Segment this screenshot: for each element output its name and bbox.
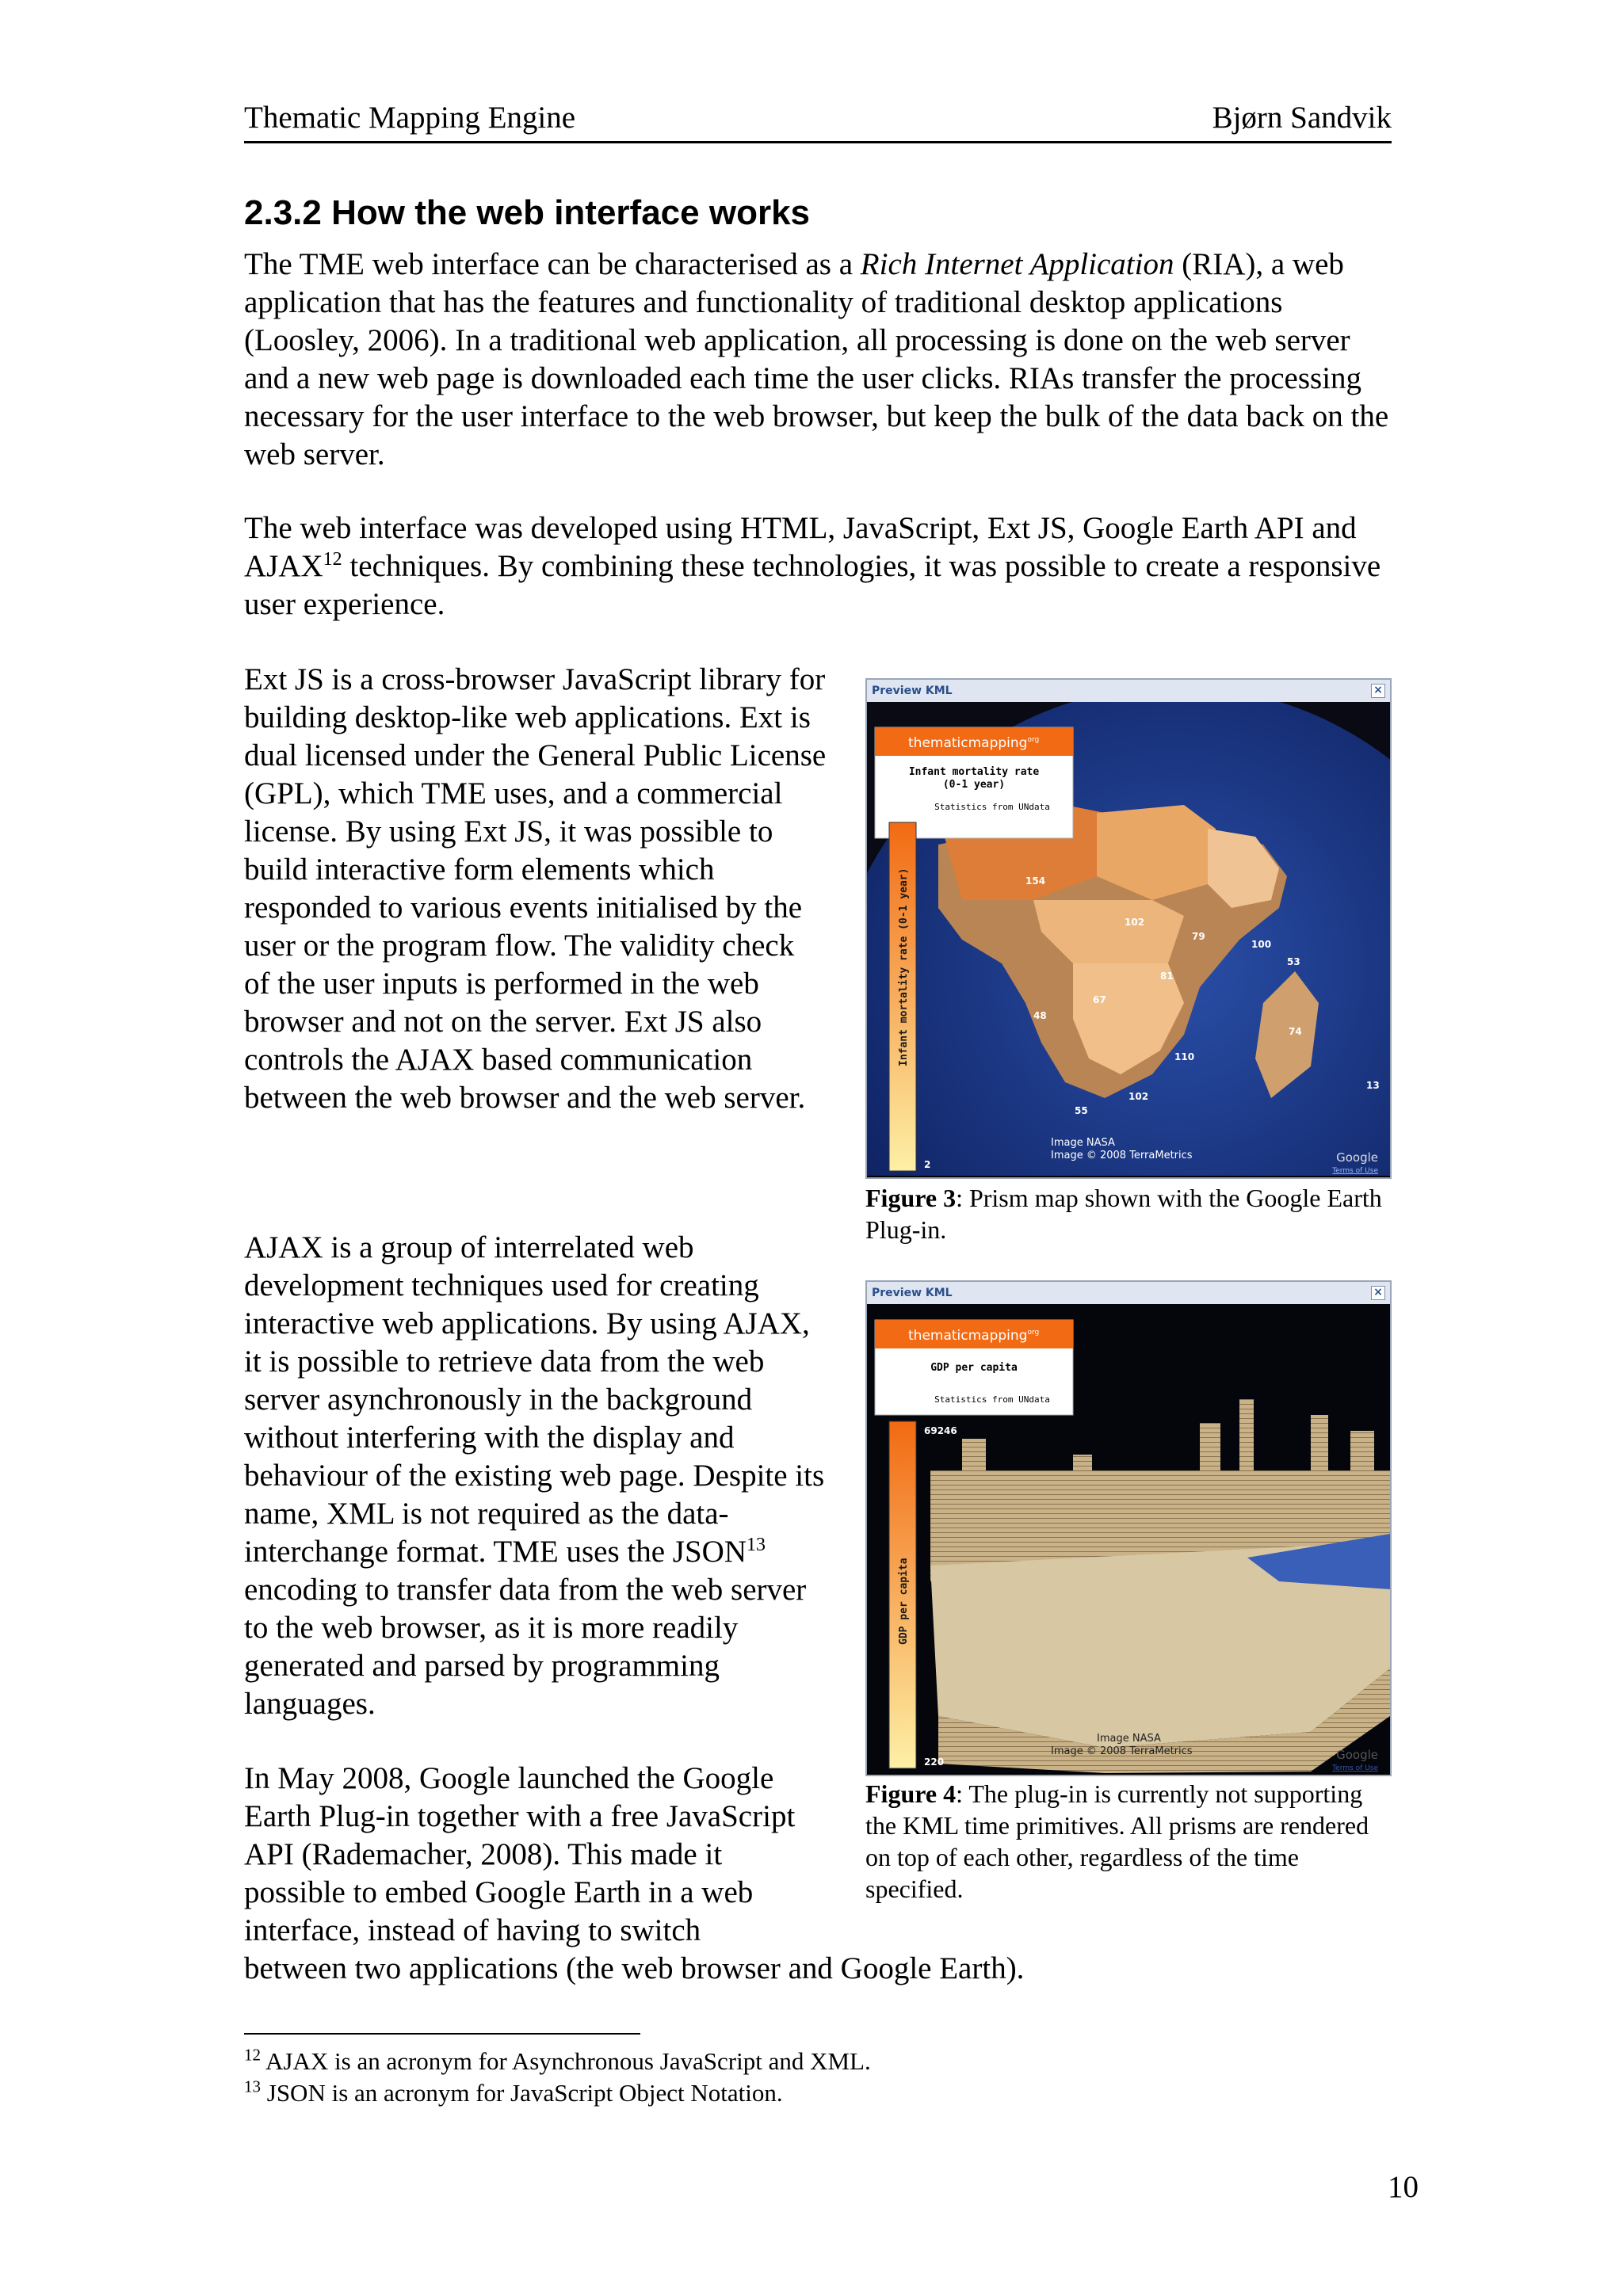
legend-min: 220 [924, 1756, 945, 1768]
legend-axis-label: Infant mortality rate (0-1 year) [898, 868, 910, 1066]
value-label: 67 [1093, 994, 1106, 1005]
value-label: 53 [1287, 956, 1300, 967]
paragraph-extjs: Ext JS is a cross-browser JavaScript library for building desktop-like web applications. Ext is dual licensed under the General Public License (GPL), which TME uses, and a commercial license. By using Ext JS, it was possible to build interactive form elements which responded to various events initialised by the user or the program flow. The validity check of the user inputs is performed in the web browser and not on the server. Ext JS also controls the AJAX based communication between the web browser and the web server. [244, 662, 827, 1115]
value-label: 154 [1025, 875, 1046, 887]
terms-of-use-link[interactable]: Terms of Use [1332, 1764, 1378, 1772]
figure-3-titlebar: Preview KML × [867, 680, 1390, 702]
close-icon[interactable]: × [1371, 1286, 1385, 1300]
figure-3-caption: Figure 3: Prism map shown with the Google Earth Plug-in. [865, 1184, 1382, 1244]
value-label: 13 [1366, 1080, 1380, 1091]
paragraph-technologies: The web interface was developed using HTML, JavaScript, Ext JS, Google Earth API and AJAX$^{12}$ techniques. By combining these technologies, it was possible to create a responsive user experience. [244, 511, 1381, 621]
brand-logo: thematicmapping$^{org}$ [908, 1328, 1040, 1344]
section-heading: 2.3.2 How the web interface works [244, 193, 811, 232]
paragraph-ajax: AJAX is a group of interrelated web development techniques used for creating interactive web applications. By using AJAX, it is possible to retrieve data from the web server asynchronously in the background without interfering with the display and behaviour of the existing web page. Despite its name, XML is not required as the data-interchange format. TME uses the JSON$^{13}$ encoding to transfer data from the web server to the web browser, as it is more readily generated and parsed by programming languages. [244, 1230, 825, 1721]
value-label: 55 [1075, 1105, 1088, 1116]
header-title: Thematic Mapping Engine [244, 101, 576, 135]
image-credit-nasa: Image NASA [1097, 1733, 1161, 1745]
value-label: 79 [1192, 931, 1205, 942]
figure-4-map [867, 1304, 1390, 1773]
figure-4-titlebar: Preview KML × [867, 1282, 1390, 1304]
image-credit-terrametrics: Image © 2008 TerraMetrics [1051, 1150, 1193, 1161]
footnote-ref-13: 13 [746, 1535, 766, 1555]
footnote-12: $^{12}$ AJAX is an acronym for Asynchronous JavaScript and XML. [244, 2045, 871, 2075]
paragraph-plugin: In May 2008, Google launched the Google Earth Plug-in together with a free JavaScript API (Rademacher, 2008). This made it possible to embed Google Earth in a web interface, instead of having to switch [244, 1761, 796, 1947]
legend-axis-label: GDP per capita [898, 1558, 910, 1645]
terms-of-use-link[interactable]: Terms of Use [1332, 1167, 1378, 1175]
value-label: 48 [1033, 1010, 1047, 1021]
value-label: 81 [1160, 971, 1174, 982]
footnote-ref-12: 12 [323, 549, 342, 570]
paragraph-plugin-end: between two applications (the web browser and Google Earth). [244, 1951, 1025, 1985]
image-credit-terrametrics: Image © 2008 TerraMetrics [1051, 1745, 1193, 1757]
footnote-13: $^{13}$ JSON is an acronym for JavaScript Object Notation. [244, 2077, 783, 2107]
legend-max: 165 [924, 825, 945, 836]
paragraph-ria: The TME web interface can be characterised as a Rich Internet Application (RIA), a web application that has the features and functionality of traditional desktop applications (Loosley, 2006). In a traditional web application, all processing is done on the web server and a new web page is downloaded each time the user clicks. RIAs transfer the processing necessary for the user interface to the web browser, but keep the bulk of the data back on the web server. [244, 247, 1389, 471]
google-logo: Google [1336, 1150, 1378, 1165]
image-credit-nasa: Image NASA [1051, 1137, 1115, 1149]
caption-label: Figure 3 [865, 1184, 957, 1212]
value-label: 110 [1174, 1051, 1195, 1062]
page-number: 10 [1388, 2170, 1419, 2204]
legend-max: 69246 [924, 1425, 957, 1436]
brand-logo: thematicmapping$^{org}$ [908, 735, 1040, 751]
ria-term: Rich Internet Application [860, 247, 1174, 281]
indicator-unit: (0-1 year) [942, 779, 1006, 791]
figure-3-screenshot [865, 678, 1392, 1179]
figure-4-caption: Figure 4: The plug-in is currently not supporting the KML time primitives. All prisms are rendered on top of each other, regardless of the time specified. [865, 1779, 1369, 1903]
footnote-rule [244, 2033, 640, 2035]
close-icon[interactable]: × [1371, 684, 1385, 698]
legend-min: 2 [924, 1159, 931, 1170]
google-logo: Google [1336, 1748, 1378, 1762]
figure-3-map [867, 702, 1390, 1176]
value-label: 100 [1251, 939, 1272, 950]
value-label: 102 [1125, 917, 1145, 928]
data-source: Statistics from UNdata [934, 802, 1050, 812]
data-source: Statistics from UNdata [934, 1394, 1050, 1405]
caption-label: Figure 4 [865, 1779, 957, 1808]
header-author: Bjørn Sandvik [1212, 101, 1392, 135]
indicator-name: Infant mortality rate [908, 766, 1040, 778]
running-header [244, 93, 1392, 143]
value-label: 102 [1128, 1091, 1149, 1102]
value-label: 74 [1289, 1026, 1302, 1037]
indicator-name: GDP per capita [930, 1362, 1018, 1374]
figure-4-screenshot [865, 1280, 1392, 1776]
